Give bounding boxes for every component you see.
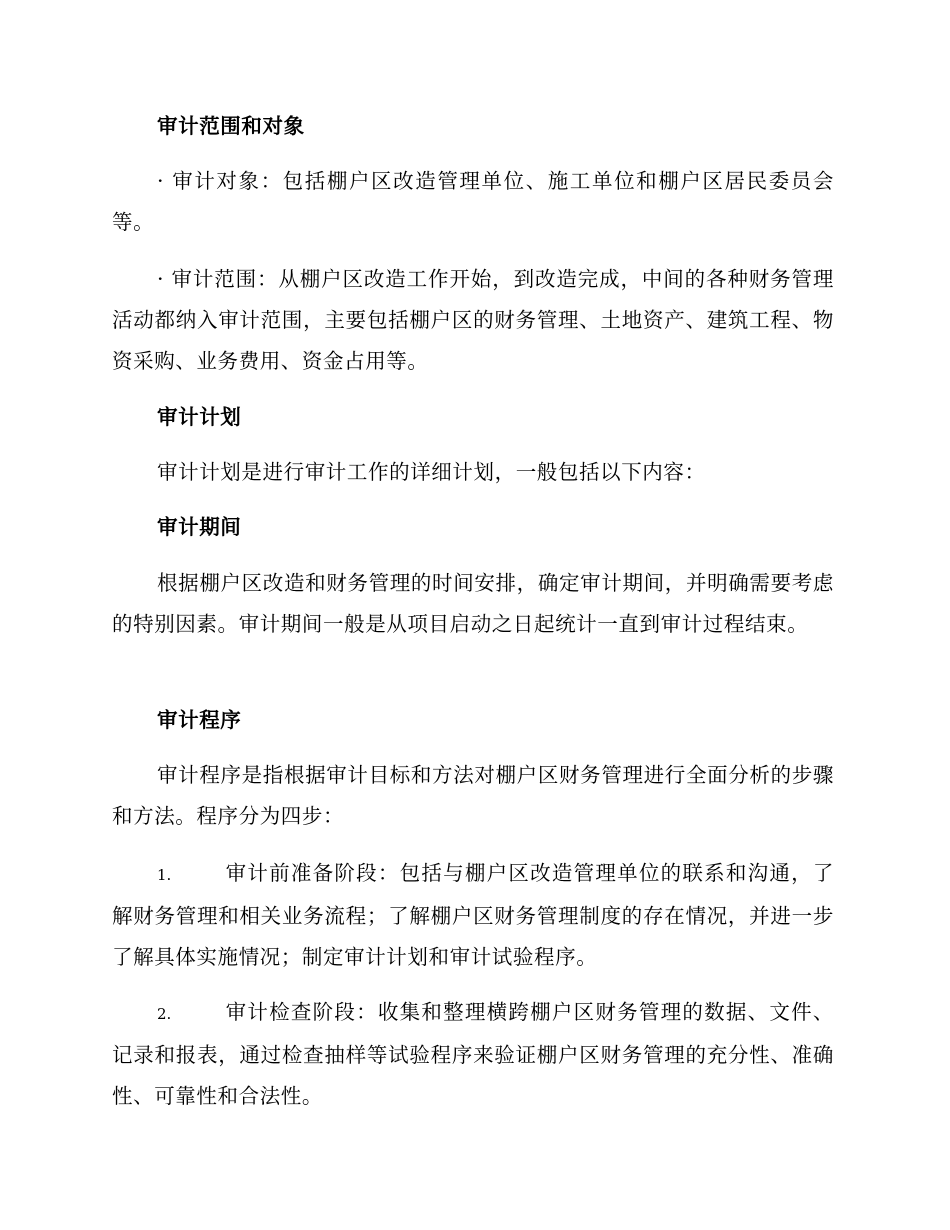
paragraph-period: 根据棚户区改造和财务管理的时间安排，确定审计期间，并明确需要考虑的特别因素。审计期间一般是从项目启动之日起统计一直到审计过程结束。 (112, 571, 834, 636)
section-heading-procedure: 审计程序 (157, 708, 242, 732)
section-heading-plan: 审计计划 (157, 405, 242, 429)
paragraph-scope-range: · 审计范围：从棚户区改造工作开始，到改造完成，中间的各种财务管理活动都纳入审计范围，主要包括棚户区的财务管理、土地资产、建筑工程、物资采购、业务费用、资金占用等。 (112, 267, 834, 373)
list-number: 2. (157, 1005, 172, 1023)
section-heading-period: 审计期间 (157, 515, 242, 539)
list-number: 1. (157, 866, 172, 884)
paragraph-procedure: 审计程序是指根据审计目标和方法对棚户区财务管理进行全面分析的步骤和方法。程序分为四步： (112, 763, 834, 828)
list-item-text: 审计检查阶段：收集和整理横跨棚户区财务管理的数据、文件、记录和报表，通过检查抽样等试验程序来验证棚户区财务管理的充分性、准确性、可靠性和合法性。 (112, 1000, 834, 1108)
section-heading-scope: 审计范围和对象 (157, 114, 305, 138)
paragraph-plan: 审计计划是进行审计工作的详细计划，一般包括以下内容： (157, 460, 706, 484)
list-item-step-2 (112, 992, 834, 1117)
list-item-text: 审计前准备阶段：包括与棚户区改造管理单位的联系和沟通，了解财务管理和相关业务流程；了解棚户区财务管理制度的存在情况，并进一步了解具体实施情况；制定审计计划和审计试验程序。 (112, 861, 834, 969)
list-item-step-1 (112, 853, 834, 978)
paragraph-scope-object: · 审计对象：包括棚户区改造管理单位、施工单位和棚户区居民委员会等。 (112, 169, 834, 234)
